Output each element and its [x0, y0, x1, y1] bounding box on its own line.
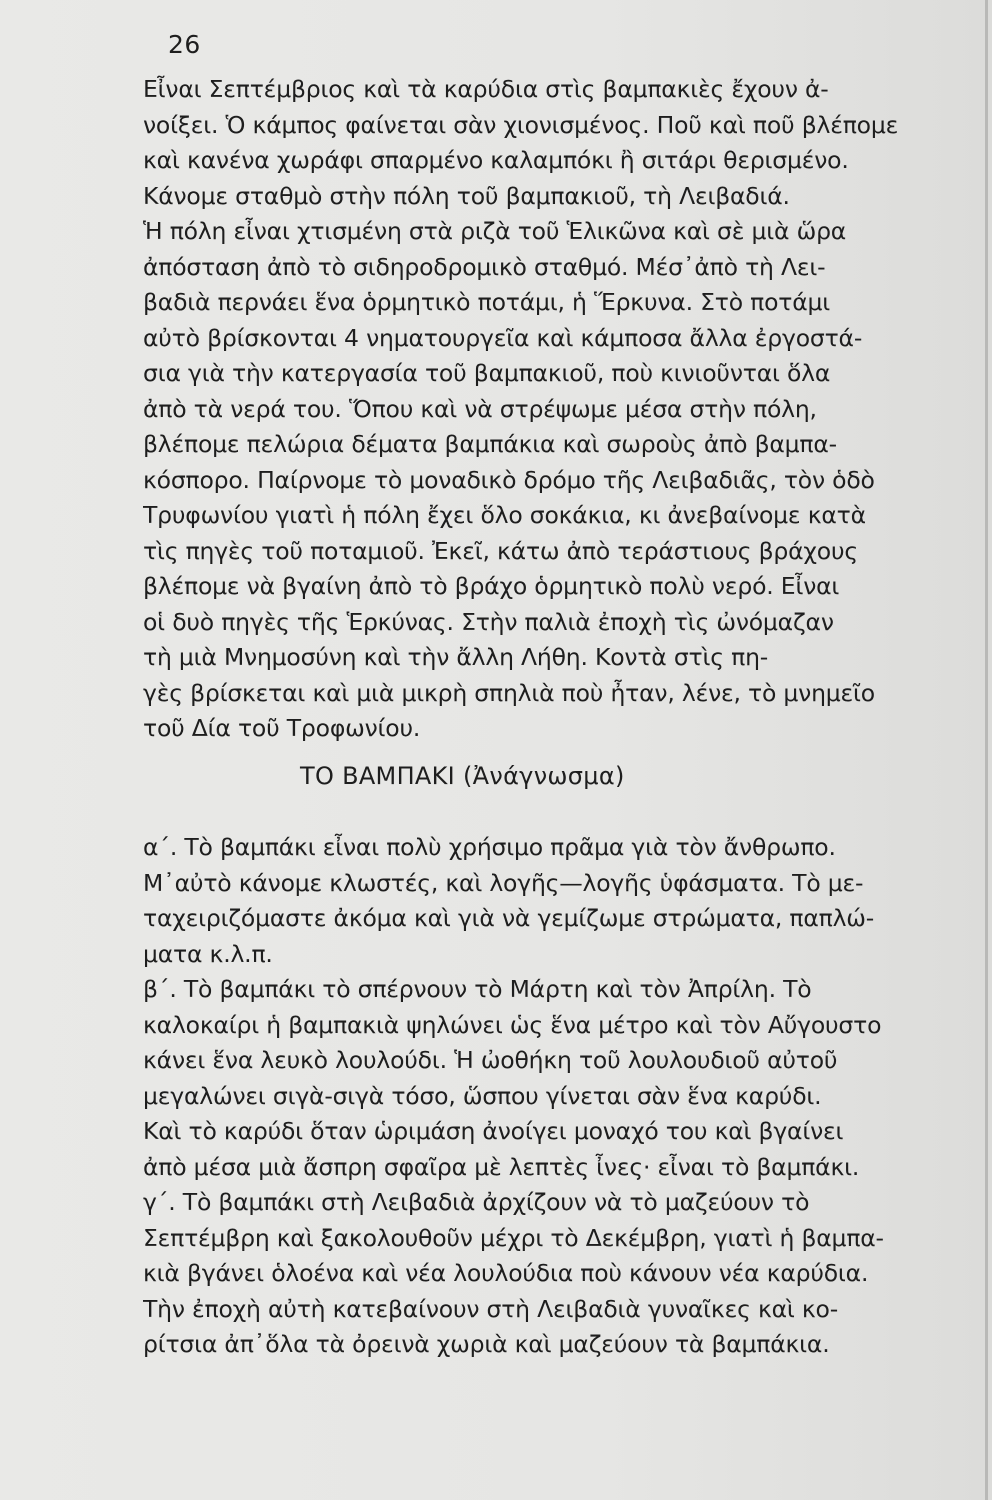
paragraph-livadeia	[143, 72, 975, 747]
text-line: αὐτὸ βρίσκονται 4 νηματουργεῖα καὶ κάμποσα ἄλλα ἐργοστά-	[143, 323, 863, 352]
text-line: Τὴν ἐποχὴ αὐτὴ κατεβαίνουν στὴ Λειβαδιὰ γυναῖκες καὶ κο-	[143, 1294, 839, 1323]
text-line: τοῦ Δία τοῦ Τροφωνίου.	[143, 714, 421, 742]
text-line: ματα κ.λ.π.	[143, 939, 273, 968]
text-line: Μ᾽αὐτὸ κάνομε κλωστές, καὶ λογῆς—λογῆς ὑφάσματα. Τὸ με-	[143, 868, 864, 897]
text-line: Κάνομε σταθμὸ στὴν πόλη τοῦ βαμπακιοῦ, τὴ Λειβαδιά.	[143, 181, 790, 210]
page-number: 26	[168, 30, 201, 59]
page-edge	[985, 0, 988, 1500]
text-line: βλέπομε νὰ βγαίνη ἀπὸ τὸ βράχο ὁρμητικὸ πολὺ νερό. Εἶναι	[143, 572, 840, 600]
text-line: σια γιὰ τὴν κατεργασία τοῦ βαμπακιοῦ, ποὺ κινιοῦνται ὅλα	[143, 359, 831, 387]
text-line: καλοκαίρι ἡ βαμπακιὰ ψηλώνει ὡς ἕνα μέτρο καὶ τὸν Αὔγουστο	[143, 1010, 882, 1039]
paragraph-cotton	[143, 830, 975, 1363]
text-line: Σεπτέμβρη καὶ ξακολουθοῦν μέχρι τὸ Δεκέμβρη, γιατὶ ἡ βαμπα-	[143, 1223, 884, 1252]
text-line: ρίτσια ἀπ᾽ὅλα τὰ ὀρεινὰ χωριὰ καὶ μαζεύουν τὰ βαμπάκια.	[143, 1330, 830, 1358]
text-line: ἀπόσταση ἀπὸ τὸ σιδηροδρομικὸ σταθμό. Μέσ᾽ἀπὸ τὴ Λει-	[143, 252, 826, 281]
text-line: Καὶ τὸ καρύδι ὅταν ὡριμάση ἀνοίγει μοναχό του καὶ βγαίνει	[143, 1117, 844, 1145]
text-line: καὶ κανένα χωράφι σπαρμένο καλαμπόκι ἢ σιτάρι θερισμένο.	[143, 146, 849, 174]
text-line: νοίξει. Ὁ κάμπος φαίνεται σὰν χιονισμένος. Ποῦ καὶ ποῦ βλέπομε	[143, 110, 899, 139]
text-line: βαδιὰ περνάει ἕνα ὁρμητικὸ ποτάμι, ἡ Ἕρκυνα. Στὸ ποτάμι	[143, 288, 831, 316]
text-line: ἀπὸ μέσα μιὰ ἄσπρη σφαῖρα μὲ λεπτὲς ἶνες· εἶναι τὸ βαμπάκι.	[143, 1152, 860, 1181]
text-line: κόσπορο. Παίρνομε τὸ μοναδικὸ δρόμο τῆς Λειβαδιᾶς, τὸν ὁδὸ	[143, 465, 875, 494]
text-line: Τρυφωνίου γιατὶ ἡ πόλη ἔχει ὅλο σοκάκια, κι ἀνεβαίνομε κατὰ	[143, 501, 866, 529]
text-line: γ΄. Τὸ βαμπάκι στὴ Λειβαδιὰ ἀρχίζουν νὰ τὸ μαζεύουν τὸ	[143, 1188, 810, 1216]
text-line: ἀπὸ τὰ νερά του. Ὅπου καὶ νὰ στρέψωμε μέσα στὴν πόλη,	[143, 394, 817, 423]
text-line: μεγαλώνει σιγὰ-σιγὰ τόσο, ὥσπου γίνεται σὰν ἕνα καρύδι.	[143, 1081, 822, 1110]
text-line: βλέπομε πελώρια δέματα βαμπάκια καὶ σωροὺς ἀπὸ βαμπα-	[143, 430, 837, 458]
text-line: Εἶναι Σεπτέμβριος καὶ τὰ καρύδια στὶς βαμπακιὲς ἔχουν ἀ-	[143, 75, 829, 103]
text-line: γὲς βρίσκεται καὶ μιὰ μικρὴ σπηλιὰ ποὺ ἦταν, λένε, τὸ μνημεῖο	[143, 678, 875, 707]
text-line: οἱ δυὸ πηγὲς τῆς Ἑρκύνας. Στὴν παλιὰ ἐποχὴ τὶς ὠνόμαζαν	[143, 607, 834, 636]
text-line: κάνει ἕνα λευκὸ λουλούδι. Ἡ ὠοθήκη τοῦ λουλουδιοῦ αὐτοῦ	[143, 1046, 838, 1074]
text-line: β΄. Τὸ βαμπάκι τὸ σπέρνουν τὸ Μάρτη καὶ τὸν Ἀπρίλη. Τὸ	[143, 975, 812, 1003]
text-line: α΄. Τὸ βαμπάκι εἶναι πολὺ χρήσιμο πρᾶμα γιὰ τὸν ἄνθρωπο.	[143, 833, 836, 861]
text-line: κιὰ βγάνει ὁλοένα καὶ νέα λουλούδια ποὺ κάνουν νέα καρύδια.	[143, 1259, 869, 1287]
text-line: Ἡ πόλη εἶναι χτισμένη στὰ ριζὰ τοῦ Ἑλικῶνα καὶ σὲ μιὰ ὥρα	[143, 217, 847, 245]
text-line: τὴ μιὰ Μνημοσύνη καὶ τὴν ἄλλη Λήθη. Κοντὰ στὶς πη-	[143, 643, 769, 671]
text-line: ταχειριζόμαστε ἀκόμα καὶ γιὰ νὰ γεμίζωμε στρώματα, παπλώ-	[143, 904, 875, 932]
text-line: τὶς πηγὲς τοῦ ποταμιοῦ. Ἐκεῖ, κάτω ἀπὸ τεράστιους βράχους	[143, 536, 858, 565]
section-heading: ΤΟ ΒΑΜΠΑΚΙ (Ἀνάγνωσμα)	[300, 762, 625, 790]
